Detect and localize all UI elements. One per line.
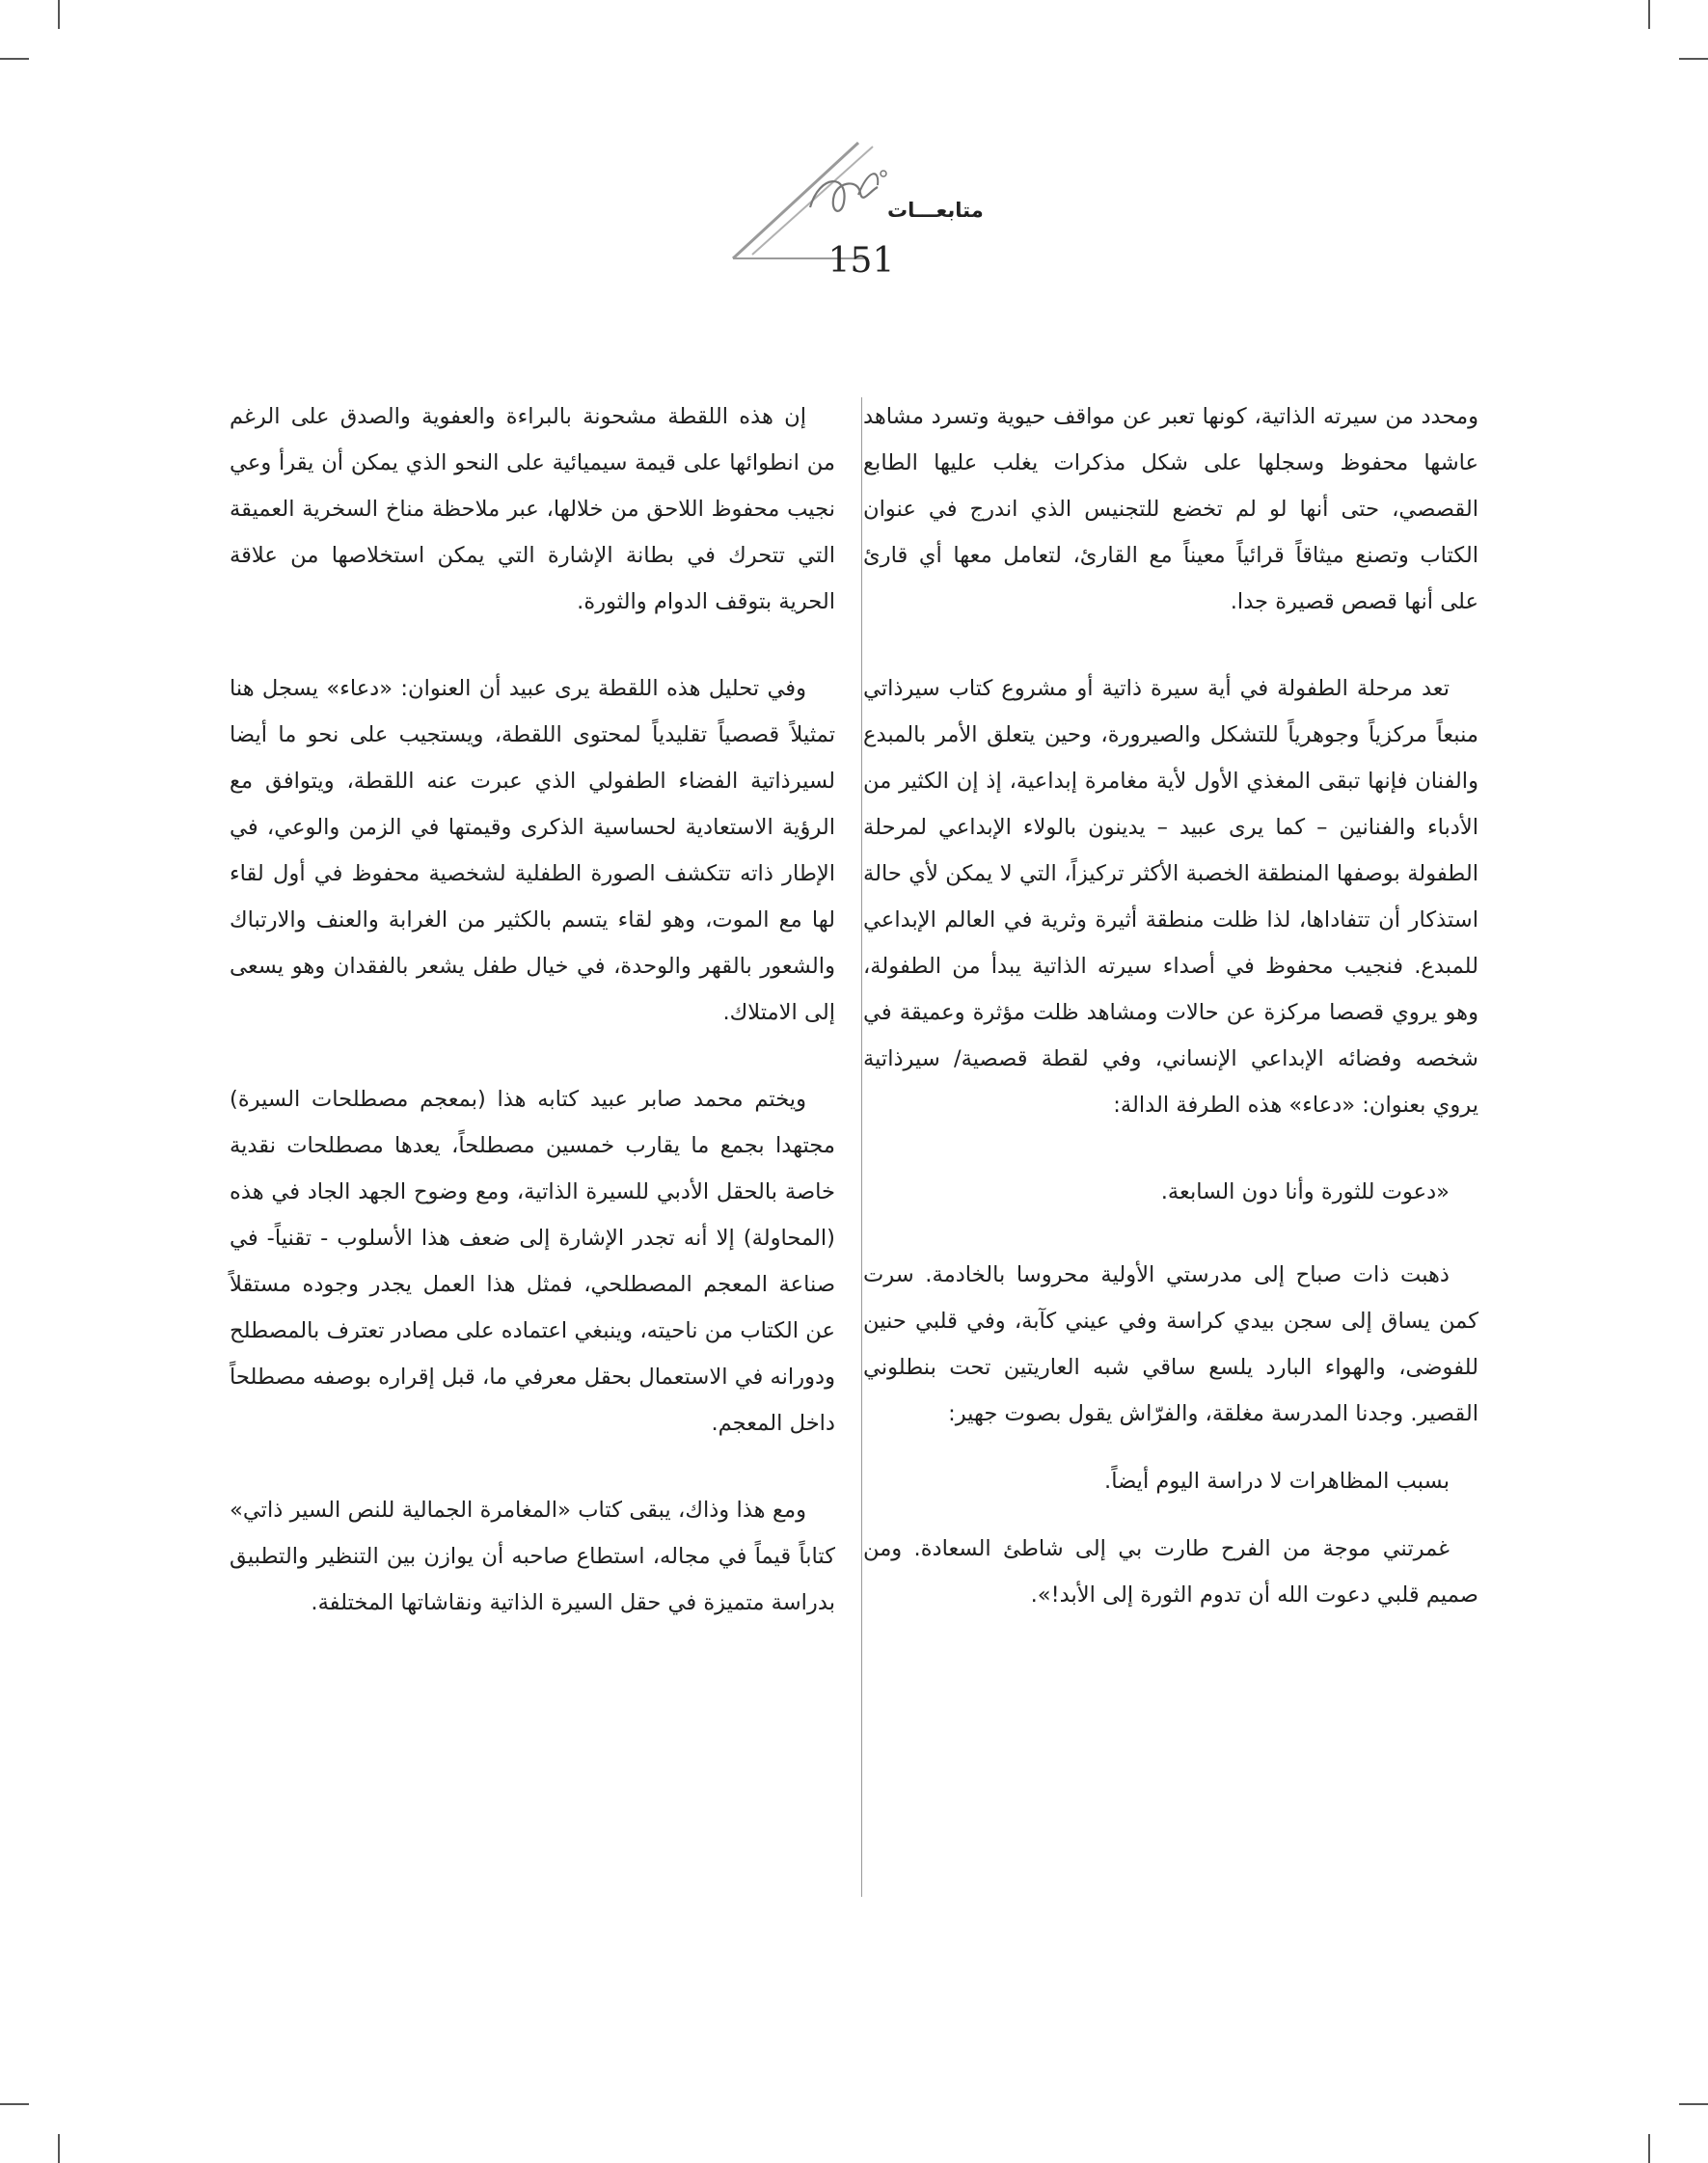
paragraph: ومع هذا وذاك، يبقى كتاب «المغامرة الجمالية للنص السير ذاتي» كتاباً قيماً في مجاله، استطاع صاحبه أن يوازن بين التنظير والتطبيق بدراسة متميزة في حقل السيرة الذاتية ونقاشاتها المختلفة. (230, 1498, 835, 1615)
crop-mark-bottom-left-v (58, 2134, 60, 2163)
paragraph: ويختم محمد صابر عبيد كتابه هذا (بمعجم مصطلحات السيرة) مجتهدا بجمع ما يقارب خمسين مصطلحاً، يعدها مصطلحات نقدية خاصة بالحقل الأدبي للسيرة الذاتية، ومع وضوح الجهد الجاد في هذه (المحاولة) إلا أنه تجدر الإشارة إلى ضعف هذا الأسلوب - تقنياً- في صناعة المعجم المصطلحي، فمثل هذا العمل يجدر وجوده مستقلاً عن الكتاب من ناحيته، وينبغي اعتماده على مصادر تعترف بالمصطلح ودورانه في الاستعمال بحقل معرفي ما، قبل إقراره بوصفه مصطلحاً داخل المعجم. (230, 1087, 835, 1436)
quote-line: بسبب المظاهرات لا دراسة اليوم أيضاً. (1104, 1469, 1450, 1494)
crop-mark-top-right-h (1679, 58, 1708, 60)
crop-mark-top-right-v (1648, 0, 1650, 29)
right-column (863, 393, 1478, 1647)
quote-line: «دعوت للثورة وأنا دون السابعة. (1160, 1179, 1450, 1204)
section-label: متابعـــات (887, 199, 984, 222)
quote-line: غمرتني موجة من الفرح طارت بي إلى شاطئ السعادة. ومن صميم قلبي دعوت الله أن تدوم الثورة إلى الأبد!». (863, 1536, 1478, 1608)
paragraph: إن هذه اللقطة مشحونة بالبراءة والعفوية والصدق على الرغم من انطوائها على قيمة سيميائية على النحو الذي يمكن أن يقرأ وعي نجيب محفوظ اللاحق من خلالها، عبر ملاحظة مناخ السخرية العميقة التي تتحرك في بطانة الإشارة التي يمكن استخلاصها من علاقة الحرية بتوقف الدوام والثورة. (230, 404, 835, 614)
left-column (230, 393, 835, 1666)
quote-line: ذهبت ذات صباح إلى مدرستي الأولية محروسا بالخادمة. سرت كمن يساق إلى سجن بيدي كراسة وفي عيني كآبة، وفي قلبي حنين للفوضى، والهواء البارد يلسع ساقي شبه العاريتين تحت بنطلوني القصير. وجدنا المدرسة مغلقة، والفرّاش يقول بصوت جهير: (863, 1262, 1478, 1426)
paragraph: وفي تحليل هذه اللقطة يرى عبيد أن العنوان: «دعاء» يسجل هنا تمثيلاً قصصياً تقليدياً لمحتوى اللقطة، ويستجيب على نحو ما أيضا لسيرذاتية الفضاء الطفولي الذي عبرت عنه اللقطة، ويتوافق مع الرؤية الاستعادية لحساسية الذكرى وقيمتها في الزمن والوعي، في الإطار ذاته تتكشف الصورة الطفلية لشخصية محفوظ في أول لقاء لها مع الموت، وهو لقاء يتسم بالكثير من الغرابة والعنف والارتباك والشعور بالقهر والوحدة، في خيال طفل يشعر بالفقدان وهو يسعى إلى الامتلاك. (230, 676, 835, 1025)
crop-mark-bottom-left-h (0, 2103, 29, 2105)
paragraph: تعد مرحلة الطفولة في أية سيرة ذاتية أو مشروع كتاب سيرذاتي منبعاً مركزياً وجوهرياً للتشكل والصيرورة، وحين يتعلق الأمر بالمبدع والفنان فإنها تبقى المغذي الأول لأية مغامرة إبداعية، إذ إن الكثير من الأدباء والفنانين – كما يرى عبيد – يدينون بالولاء الإبداعي لمرحلة الطفولة بوصفها المنطقة الخصبة الأكثر تركيزاً، التي لا يمكن لأي حالة استذكار أن تتفاداها، لذا ظلت منطقة أثيرة وثرية في العالم الإبداعي للمبدع. فنجيب محفوظ في أصداء سيرته الذاتية يبدأ من الطفولة، وهو يروي قصصا مركزة عن حالات ومشاهد ظلت مؤثرة وعميقة في شخصه وفضائه الإبداعي الإنساني، وفي لقطة قصصية/ سيرذاتية يروي بعنوان: «دعاء» هذه الطرفة الدالة: (863, 676, 1478, 1118)
crop-mark-top-left-h (0, 58, 29, 60)
crop-mark-bottom-right-h (1679, 2103, 1708, 2105)
column-divider (861, 397, 862, 1897)
page-number: 151 (827, 241, 895, 281)
crop-mark-top-left-v (58, 0, 60, 29)
paragraph: ومحدد من سيرته الذاتية، كونها تعبر عن مواقف حيوية وتسرد مشاهد عاشها محفوظ وسجلها على شكل مذكرات يغلب عليها الطابع القصصي، حتى أنها لو لم تخضع للتجنيس الذي اندرج في عنوان الكتاب وتصنع ميثاقاً قرائياً معيناً مع القارئ، لتعامل معها أي قارئ على أنها قصص قصيرة جدا. (863, 404, 1478, 614)
crop-mark-bottom-right-v (1648, 2134, 1650, 2163)
